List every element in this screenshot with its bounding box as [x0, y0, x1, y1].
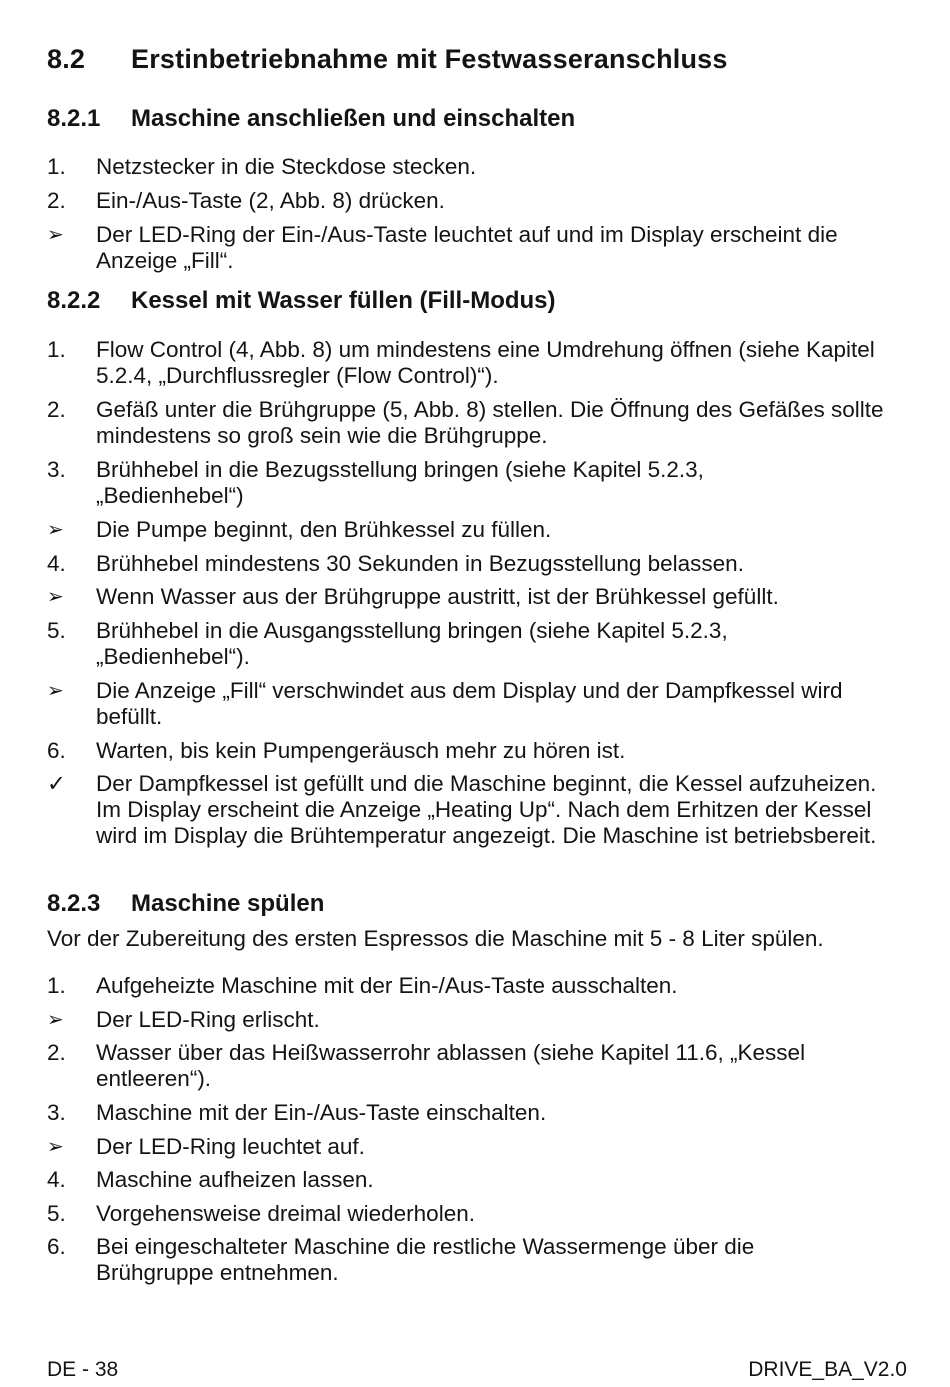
result-arrow-icon: ➢ — [47, 680, 64, 702]
document-page — [47, 0, 907, 1387]
list-item — [47, 188, 907, 214]
section-title: Erstinbetriebnahme mit Festwasseranschluss — [131, 44, 728, 74]
step-marker: 4. — [47, 1167, 66, 1192]
step-marker: 2. — [47, 188, 66, 213]
subsection-title: Maschine spülen — [131, 890, 325, 917]
step-text: Bei eingeschalteter Maschine die restliche Wassermenge über die Brühgruppe entnehmen. — [96, 1234, 755, 1285]
step-text: Die Pumpe beginnt, den Brühkessel zu füllen. — [96, 517, 552, 542]
step-text: Wenn Wasser aus der Brühgruppe austritt, ist der Brühkessel gefüllt. — [96, 584, 779, 609]
list-item — [47, 1100, 907, 1126]
section-intro: Vor der Zubereitung des ersten Espressos die Maschine mit 5 - 8 Liter spülen. — [47, 926, 824, 951]
list-item — [47, 1134, 907, 1160]
document-id: DRIVE_BA_V2.0 — [748, 1358, 907, 1381]
list-item — [47, 738, 907, 764]
step-text: Flow Control (4, Abb. 8) um mindestens eine Umdrehung öffnen (siehe Kapitel 5.2.4, „Durchflussregler (Flow Control)“). — [96, 337, 875, 388]
step-text: Aufgeheizte Maschine mit der Ein-/Aus-Taste ausschalten. — [96, 973, 678, 998]
step-marker: 6. — [47, 738, 66, 763]
step-marker: 6. — [47, 1234, 66, 1259]
subsection-number: 8.2.1 — [47, 105, 101, 132]
step-text: Warten, bis kein Pumpengeräusch mehr zu hören ist. — [96, 738, 626, 763]
step-text: Der Dampfkessel ist gefüllt und die Maschine beginnt, die Kessel aufzuheizen. Im Display erscheint die Anzeige „Heating Up“. Nach dem Erhitzen der Kessel wird im Display die Brühtemperatur angezeigt. Die Maschine ist betriebsbereit. — [96, 771, 877, 848]
section-number: 8.2 — [47, 44, 86, 74]
list-item — [47, 457, 907, 509]
section-heading — [47, 44, 728, 75]
result-arrow-icon: ➢ — [47, 586, 64, 608]
list-item — [47, 517, 907, 543]
step-text: Die Anzeige „Fill“ verschwindet aus dem Display und der Dampfkessel wird befüllt. — [96, 678, 843, 729]
result-arrow-icon: ➢ — [47, 224, 64, 246]
subsection-number: 8.2.3 — [47, 890, 101, 917]
step-text: Der LED-Ring erlischt. — [96, 1007, 320, 1032]
step-text: Maschine aufheizen lassen. — [96, 1167, 374, 1192]
step-text: Gefäß unter die Brühgruppe (5, Abb. 8) stellen. Die Öffnung des Gefäßes sollte mindestens so groß sein wie die Brühgruppe. — [96, 397, 884, 448]
list-item — [47, 1007, 907, 1033]
step-text: Netzstecker in die Steckdose stecken. — [96, 154, 477, 179]
list-item — [47, 584, 907, 610]
step-marker: 1. — [47, 337, 66, 362]
result-arrow-icon: ➢ — [47, 1136, 64, 1158]
list-item — [47, 337, 907, 389]
list-item — [47, 973, 907, 999]
list-item — [47, 1201, 907, 1227]
result-arrow-icon: ➢ — [47, 1009, 64, 1031]
step-text: Vorgehensweise dreimal wiederholen. — [96, 1201, 475, 1226]
step-marker: 3. — [47, 457, 66, 482]
step-text: Maschine mit der Ein-/Aus-Taste einschalten. — [96, 1100, 547, 1125]
list-item — [47, 222, 907, 274]
list-item — [47, 154, 907, 180]
step-text: Ein-/Aus-Taste (2, Abb. 8) drücken. — [96, 188, 445, 213]
list-item — [47, 397, 907, 449]
step-text: Der LED-Ring leuchtet auf. — [96, 1134, 365, 1159]
subsection-heading-8-2-3 — [47, 890, 324, 918]
step-marker: 5. — [47, 618, 66, 643]
list-item — [47, 1167, 907, 1193]
check-icon: ✓ — [47, 771, 66, 796]
step-marker: 3. — [47, 1100, 66, 1125]
step-text: Brühhebel in die Ausgangsstellung bringen (siehe Kapitel 5.2.3, „Bedienhebel“). — [96, 618, 728, 669]
step-marker: 1. — [47, 154, 66, 179]
list-item — [47, 1234, 907, 1286]
page-number: DE - 38 — [47, 1358, 119, 1381]
step-marker: 2. — [47, 1040, 66, 1065]
step-text: Brühhebel mindestens 30 Sekunden in Bezugsstellung belassen. — [96, 551, 744, 576]
step-marker: 5. — [47, 1201, 66, 1226]
step-text: Der LED-Ring der Ein-/Aus-Taste leuchtet auf und im Display erscheint die Anzeige „Fill“. — [96, 222, 838, 273]
list-item — [47, 551, 907, 577]
step-marker: 2. — [47, 397, 66, 422]
step-marker: 1. — [47, 973, 66, 998]
subsection-heading-8-2-2 — [47, 287, 556, 315]
subsection-heading-8-2-1 — [47, 105, 575, 133]
subsection-title: Maschine anschließen und einschalten — [131, 105, 576, 132]
step-text: Brühhebel in die Bezugsstellung bringen (siehe Kapitel 5.2.3, „Bedienhebel“) — [96, 457, 704, 508]
result-arrow-icon: ➢ — [47, 519, 64, 541]
list-item — [47, 678, 907, 730]
list-item — [47, 1040, 907, 1092]
list-item — [47, 771, 907, 849]
step-text: Wasser über das Heißwasserrohr ablassen (siehe Kapitel 11.6, „Kessel entleeren“). — [96, 1040, 806, 1091]
step-marker: 4. — [47, 551, 66, 576]
list-item — [47, 618, 907, 670]
subsection-title: Kessel mit Wasser füllen (Fill-Modus) — [131, 287, 556, 314]
subsection-number: 8.2.2 — [47, 287, 101, 314]
